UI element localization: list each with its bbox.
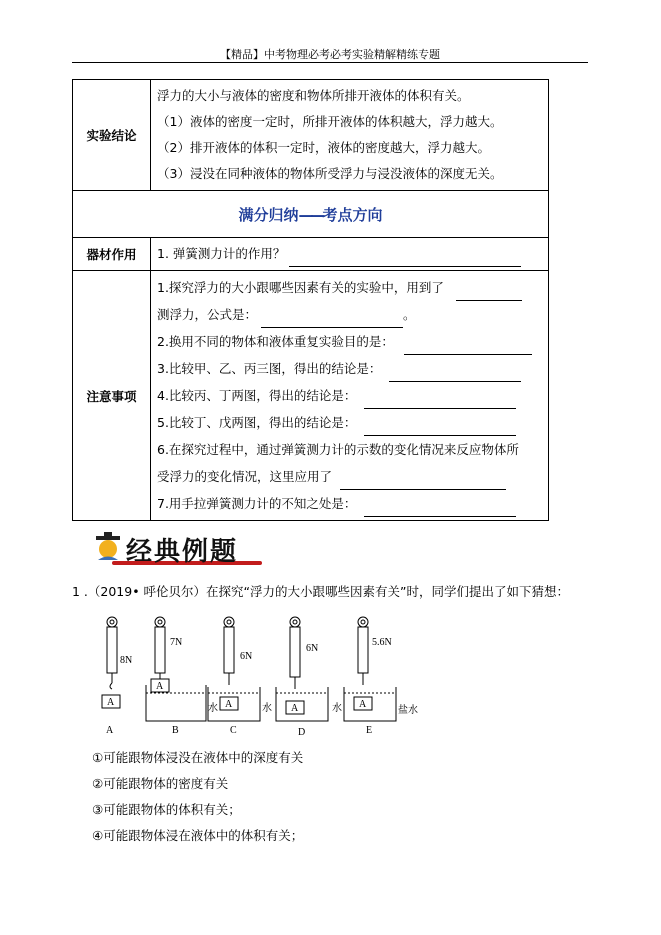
note-item: 4.比较丙、丁两图，得出的结论是： [157, 382, 542, 409]
hypothesis-option: ②可能跟物体的密度有关 [92, 776, 229, 791]
banner-right: 考点方向 [322, 205, 383, 224]
reading-label: 6N [306, 643, 319, 654]
liquid-label: 水 [262, 703, 272, 714]
section-banner [73, 191, 549, 238]
notes-row [73, 271, 549, 521]
panel-label: D [298, 727, 306, 738]
equipment-question: 1. 弹簧测力计的作用？ [157, 246, 286, 261]
hypothesis-option: ③可能跟物体的体积有关； [92, 802, 241, 817]
reading-label: 6N [240, 651, 253, 662]
answer-blank[interactable] [364, 394, 516, 409]
note-item: 2.换用不同的物体和液体重复实验目的是： [157, 328, 542, 355]
note-item: 受浮力的变化情况，这里应用了 [157, 463, 542, 490]
summary-table [72, 79, 549, 521]
banner-row [73, 191, 549, 238]
block-label: A [107, 697, 115, 708]
answer-blank[interactable] [456, 286, 522, 301]
classic-examples-logo [88, 527, 268, 569]
reading-label: 5.6N [372, 637, 392, 648]
block-label: A [291, 703, 299, 714]
banner-dash: —— [298, 205, 323, 224]
hypothesis-option: ①可能跟物体浸没在液体中的深度有关 [92, 750, 304, 765]
note-item: 5.比较丁、戊两图，得出的结论是： [157, 409, 542, 436]
banner-left: 满分归纳 [238, 205, 299, 224]
note-item: 7.用手拉弹簧测力计的不知之处是： [157, 490, 542, 517]
conclusion-label: 实验结论 [73, 80, 151, 191]
liquid-label: 盐水 [398, 705, 418, 716]
note-item: 6.在探究过程中，通过弹簧测力计的示数的变化情况来反应物体所 [157, 442, 519, 457]
liquid-label: 水 [208, 703, 218, 714]
panel-label: C [230, 725, 237, 736]
equipment-label: 器材作用 [73, 238, 151, 271]
question-text: 1 .（2019• 呼伦贝尔）在探究“浮力的大小跟哪些因素有关”时，同学们提出了如下猜想： [72, 584, 570, 599]
block-label: A [156, 681, 164, 692]
conclusion-line: （1）液体的密度一定时，所排开液体的体积越大，浮力越大。 [157, 114, 503, 129]
notes-label: 注意事项 [73, 271, 151, 521]
logo-text: 经典例题 [126, 537, 239, 567]
header-divider [72, 62, 588, 63]
conclusion-line: （2）排开液体的体积一定时，液体的密度越大，浮力越大。 [157, 140, 490, 155]
page-header: 【精品】中考物理必考必考实验精解精练专题 [220, 48, 440, 61]
experiment-figure [96, 615, 436, 740]
answer-blank[interactable] [364, 421, 516, 436]
block-label: A [225, 699, 233, 710]
equipment-row [73, 238, 549, 271]
note-item: 1.探究浮力的大小跟哪些因素有关的实验中，用到了 [157, 274, 542, 301]
answer-blank[interactable] [340, 475, 506, 490]
equipment-content [151, 238, 549, 271]
panel-label: E [366, 725, 373, 736]
reading-label: 8N [120, 655, 133, 666]
answer-blank[interactable] [261, 313, 403, 328]
note-period: 。 [403, 307, 416, 322]
conclusion-line: 浮力的大小与液体的密度和物体所排开液体的体积有关。 [157, 88, 470, 103]
answer-blank[interactable] [289, 252, 521, 267]
panel-label: B [172, 725, 179, 736]
note-item: 测浮力，公式是： 。 [157, 301, 542, 328]
note-item: 3.比较甲、乙、丙三图，得出的结论是： [157, 355, 542, 382]
conclusion-row [73, 80, 549, 191]
conclusion-line: （3）浸没在同种液体的物体所受浮力与浸没液体的深度无关。 [157, 166, 503, 181]
answer-blank[interactable] [389, 367, 521, 382]
notes-content [151, 271, 549, 521]
block-label: A [359, 699, 367, 710]
panel-label: A [106, 725, 114, 736]
liquid-label: 水 [332, 703, 342, 714]
conclusion-content [151, 80, 549, 191]
hypothesis-option: ④可能跟物体浸在液体中的体积有关； [92, 828, 304, 843]
reading-label: 7N [170, 637, 183, 648]
answer-blank[interactable] [364, 502, 516, 517]
answer-blank[interactable] [404, 340, 532, 355]
